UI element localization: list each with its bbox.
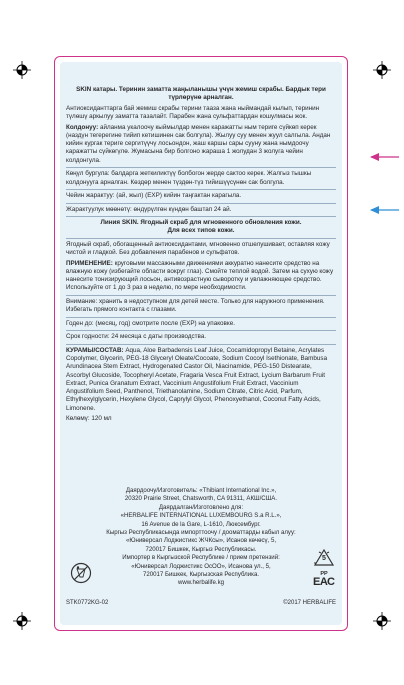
manufacturer-info [66, 487, 336, 588]
registration-mark-right-top-icon [373, 61, 391, 79]
description-ky: Антиоксиданттарга бай жемиш скрабы терини тааза жана ныймандай кылып, теринин түлөшү аркылуу заматта тазалайт. Парабен жана сульфаттардан кошулмасы жок. [66, 104, 320, 121]
blue-arrow-icon [370, 205, 400, 215]
usage-ky [66, 124, 336, 165]
manufacturer-line: Импортер в Кыргызской Республике / прием претензий: [122, 554, 280, 562]
manufacturer-line: 720017 Бишкек, Кыргызская Республика. [142, 571, 260, 579]
divider [66, 344, 336, 345]
heading-ru-1: Линия SKIN. Ягодный скраб для мгновенного обновления кожи. [100, 218, 302, 226]
eac-mark-icon: ЕАС [313, 576, 335, 588]
registration-mark-left-top-icon [13, 61, 31, 79]
divider [66, 216, 336, 217]
manufacturer-line: Даярдоочу/Изготовитель: «Thibiant International Inc.», [125, 487, 277, 494]
ingredients [66, 347, 336, 413]
divider [66, 167, 336, 168]
usage-ky-text: айланма укалоочу кыймылдар менен каражатты ным териге сүйкөп керек (наздүн тегерегине тийип кетишинен сак болгула). Жылуу суу менен жуул салгыла. Андан кийин кургак териге сергитүүчү лосьондон, жаш каршы сары сууну жана нымдоочу каражатты сүйкөгүлө. Жумасына бир болгоно жараша 1 жолудан 3 жолуга чейин колдонгула. [66, 123, 331, 164]
volume: Көлөмү: 120 мл [66, 415, 112, 423]
product-code: STK0772KG-02 [66, 600, 109, 606]
manufacturer-line: 20320 Prairie Street, Chatsworth, CA 91311, АКШ/США. [124, 495, 278, 503]
manufacturer-line: «Юниверсал Лоджистикс ЖЧКсы», Исанов көчөсү, 5, [125, 537, 277, 545]
registration-mark-left-bottom-icon [13, 612, 31, 630]
description-ru: Ягодный скраб, обогащенный антиоксидантами, мгновенно отшелушивает, оставляя кожу чистой и гладкой. Без добавления парабенов и сульфатов. [66, 240, 330, 257]
usage-ky-label: Колдонуу: [66, 123, 99, 131]
label-footer [66, 600, 336, 606]
divider [66, 295, 336, 296]
copyright: ©2017 HERBALIFE [283, 600, 336, 606]
pink-arrow-icon [370, 152, 400, 162]
divider [66, 203, 336, 204]
manufacturer-line: Даярдалган/Изготовлено для: [158, 503, 244, 511]
manufacturer-line: «HERBALIFE INTERNATIONAL LUXEMBOURG S.a R.L.», [120, 512, 282, 520]
manufacturer-line: «Юниверсал Лоджистикс ОсОО», Исанова ул., 5, [131, 562, 271, 570]
shelf-life-ky: Жарактуулук мөөнөтү: өндүрүлгөн күндөн баштап 24 ай. [66, 205, 232, 213]
recycle-mark [313, 548, 335, 577]
ingredients-text: Aqua, Aloe Barbadensis Leaf Juice, Cocamidopropyl Betaine, Acrylates Copolymer, Glycerin, PEG-18 Glyceryl Oleate/Cocoate, Sodium Cocoyl Isethionate, Bambusa Arundinacea Stem Extract, Hydrogenated Castor Oil, Niacinamide, PEG-150 Distearate, Ascorbyl Glucoside, Tocopheryl Acetate, Fragaria Vesca Fruit Extract, Lycium Barbarum Fruit Extract, Punica Granatum Extract, Vaccinium Angustifolium Fruit Extract, Vaccinium Angustifolium Seed, Panthenol, Triethanolamine, Sodium Citrate, Citric Acid, Parfum, Ethylhexylglycerin, Hexylene Glycol, Caprylyl Glycol, Phenoxyethanol, Coconut Fatty Acids, Limonene. [66, 346, 328, 412]
heading-ru-2: Для всех типов кожи. [167, 227, 235, 235]
label-text-block [66, 86, 336, 426]
shelf-life-ru: Срок годности: 24 месяца с даты производства. [66, 333, 207, 341]
caution-ru: Внимание: хранить в недоступном для детей месте. Только для наружного применения. Избегать прямого контакта с глазами. [66, 297, 325, 314]
expiry-ky: Чейин жарактуу: (ай, жыл) (EXP) кийин таңгактан карагыла. [66, 192, 242, 200]
registration-mark-right-bottom-icon [373, 612, 391, 630]
usage-ru-text: круговыми массажными движениями аккуратно нанесите средство на влажную кожу (избегайте области вокруг глаз). Смойте теплой водой. Затем на сухую кожу нанесите тонизирующий лосьон, антивозрастную сыворотку и увлажняющее средство. Используйте от 1 до 3 раз в неделю, по мере необходимости. [66, 259, 334, 292]
recycle-number: 5 [322, 555, 326, 562]
website: www.herbalife.kg [177, 579, 225, 587]
usage-ru [66, 260, 336, 293]
expiry-ru: Годен до: (месяц, год) смотрите после (EXP) на упаковке. [66, 319, 235, 327]
manufacturer-line: 16 Avenue de la Gare, L-1610, Люксембург. [141, 520, 261, 528]
caution-ky: Көңүл бургула: балдарга жеткиликтүү болбогон жерде сактоо керек. Жалгыз тышкы колдонууга арналган. Көздөр менен түздөн-түз тийишүүсүнөн сак болгула. [66, 170, 312, 186]
divider [66, 330, 336, 331]
ingredients-label: КУРАМЫ/СОСТАВ: [66, 346, 124, 354]
usage-ru-label: ПРИМЕНЕНИЕ: [66, 259, 113, 267]
do-not-litter-icon [70, 562, 92, 584]
recycle-label: PP [320, 571, 328, 577]
divider [66, 317, 336, 318]
manufacturer-line: 720017 Бишкек, Кыргыз Республикасы. [145, 545, 257, 553]
manufacturer-line: Кыргыз Республикасында импорттоочу / дооматтарды кабыл алуу: [106, 529, 296, 537]
divider [66, 189, 336, 190]
divider [66, 238, 336, 239]
heading-ky: SKIN катары. Теринин заматта жаңыланышы үчүн жемиш скрабы. Бардык тери түрлөрүнө арналган. [76, 86, 326, 102]
